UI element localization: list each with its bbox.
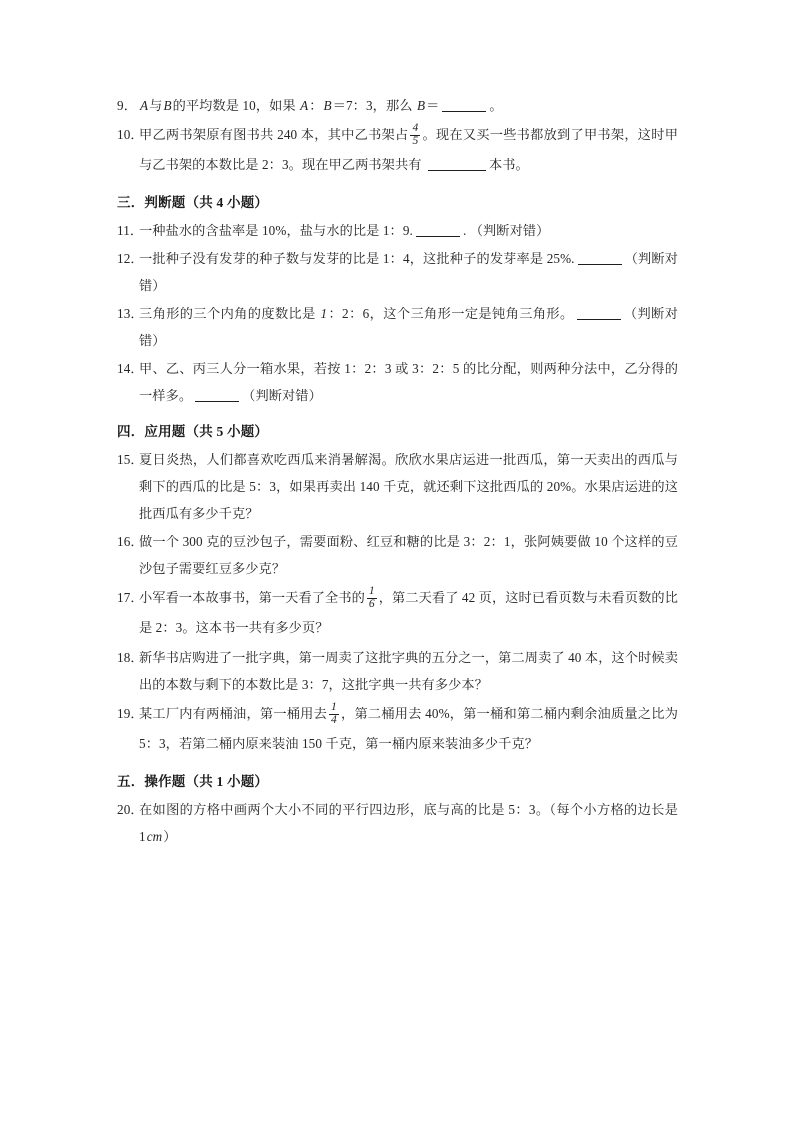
math-variable: A [300, 98, 309, 113]
question-text: （判断对错） [242, 388, 322, 403]
question-text: 新华书店购进了一批字典，第一周卖了这批字典的五分之一，第二周卖了 40 本，这个时候卖出的本数与剩下的本数比是 3：7，这批字典一共有多少本？ [139, 650, 678, 692]
answer-blank[interactable] [578, 264, 622, 265]
question-text: 。现在又买一些书都放到了甲书架，这时甲与乙书架的本数比是 2：3。现在甲乙两书架共有 [139, 127, 678, 172]
question-body [139, 120, 678, 180]
section-heading: 四．应用题（共 5 小题） [117, 424, 269, 439]
question-text: 小军看一本故事书，第一天看了全书的 [139, 590, 365, 605]
question-body [139, 92, 678, 119]
fraction [367, 586, 377, 610]
question-text: （判断对错） [139, 251, 678, 293]
question-text: 夏日炎热，人们都喜欢吃西瓜来消暑解渴。欣欣水果店运进一批西瓜，第一天卖出的西瓜与剩下的西瓜的比是 5：3，如果再卖出 140 千克，就还剩下这批西瓜的 20%。水果店运进的这批西瓜有多少千克？ [139, 452, 678, 521]
question-number: 19． [117, 706, 144, 721]
fraction [329, 702, 339, 726]
math-variable: cm [146, 829, 163, 844]
question-number: 17． [117, 590, 144, 605]
answer-blank[interactable] [442, 111, 486, 112]
question-text: 一批种子没有发芽的种子数与发芽的比是 1：4，这批种子的发芽率是 25%. [139, 251, 575, 266]
question-number: 10． [117, 127, 144, 142]
question-item [117, 217, 678, 244]
question-text: 做一个 300 克的豆沙包子，需要面粉、红豆和糖的比是 3：2：1，张阿姨要做 10 个这样的豆沙包子需要红豆多少克？ [139, 534, 678, 576]
question-body [139, 528, 678, 582]
question-item [117, 699, 678, 759]
question-text: ＝ [426, 98, 440, 113]
question-text: 本书。 [488, 157, 529, 172]
question-text: 在如图的方格中画两个大小不同的平行四边形，底与高的比是 5：3。（每个小方格的边长是 1 [139, 802, 678, 844]
question-text: ＝7：3，那么 [332, 98, 416, 113]
answer-blank[interactable] [195, 401, 239, 402]
answer-blank[interactable] [416, 236, 460, 237]
question-body [139, 796, 678, 850]
question-number: 11． [117, 223, 144, 238]
question-text: ，第二天看了 42 页，这时已看页数与未看页数的比是 2：3。这本书一共有多少页？ [139, 590, 679, 635]
question-item [117, 92, 678, 119]
fraction-numerator: 1 [331, 700, 337, 713]
question-text: 甲乙两书架原有图书共 240 本，其中乙书架占 [139, 127, 409, 142]
question-text: ，第二桶用去 40%，第一桶和第二桶内剩余油质量之比为 5：3，若第二桶内原来装油 150 千克，第一桶内原来装油多少千克？ [139, 706, 678, 751]
question-number: 15． [117, 452, 144, 467]
question-item [117, 446, 678, 527]
question-text: . （判断对错） [462, 223, 550, 238]
fraction-denominator: 5 [412, 134, 419, 147]
question-text: 甲、乙、丙三人分一箱水果，若按 1：2：3 或 3：2：5 的比分配，则两种分法中，乙分得的一样多。 [139, 361, 678, 403]
question-number: 12． [117, 251, 144, 266]
question-text: 的平均数是 10，如果 [172, 98, 300, 113]
question-text: 。 [489, 98, 503, 113]
question-text: 三角形的三个内角的度数比是 [139, 306, 320, 321]
fraction-numerator: 4 [412, 121, 419, 134]
fraction-numerator: 1 [368, 584, 375, 597]
question-item [117, 528, 678, 582]
question-item [117, 245, 678, 299]
question-number: 13． [117, 306, 144, 321]
question-text: 与 [149, 98, 163, 113]
section-heading: 三．判断题（共 4 小题） [117, 195, 269, 210]
fraction [410, 123, 420, 147]
question-text: （判断对错） [139, 306, 678, 348]
question-item [117, 355, 678, 409]
question-body [139, 644, 678, 698]
question-body [139, 355, 678, 409]
math-variable: B [323, 98, 332, 113]
question-item [117, 796, 678, 850]
question-text: 某工厂内有两桶油，第一桶用去 [139, 706, 328, 721]
fraction-denominator: 4 [331, 713, 337, 726]
fraction-denominator: 6 [368, 597, 375, 610]
question-item [117, 120, 678, 180]
question-item [117, 583, 678, 643]
math-variable: 1 [320, 306, 328, 321]
section-heading: 五．操作题（共 1 小题） [117, 774, 269, 789]
question-text: 一种盐水的含盐率是 10%，盐与水的比是 1：9. [139, 223, 413, 238]
question-number: 9． [117, 98, 137, 113]
questions-container [117, 92, 678, 850]
question-body [139, 217, 678, 244]
answer-blank[interactable] [428, 170, 486, 171]
question-number: 18． [117, 650, 144, 665]
question-text: ：2：6，这个三角形一定是钝角三角形。 [328, 306, 574, 321]
question-body [139, 300, 678, 354]
math-variable: B [163, 98, 172, 113]
question-number: 20． [117, 802, 144, 817]
question-item [117, 644, 678, 698]
question-text: ： [309, 98, 323, 113]
question-item [117, 300, 678, 354]
question-number: 16． [117, 534, 144, 549]
question-body [139, 245, 678, 299]
question-body [139, 583, 678, 643]
question-number: 14． [117, 361, 144, 376]
question-body [139, 446, 678, 527]
answer-blank[interactable] [577, 319, 621, 320]
math-variable: B [416, 98, 426, 113]
question-body [139, 699, 678, 759]
question-text: ） [163, 829, 177, 844]
math-variable: A [140, 98, 149, 113]
